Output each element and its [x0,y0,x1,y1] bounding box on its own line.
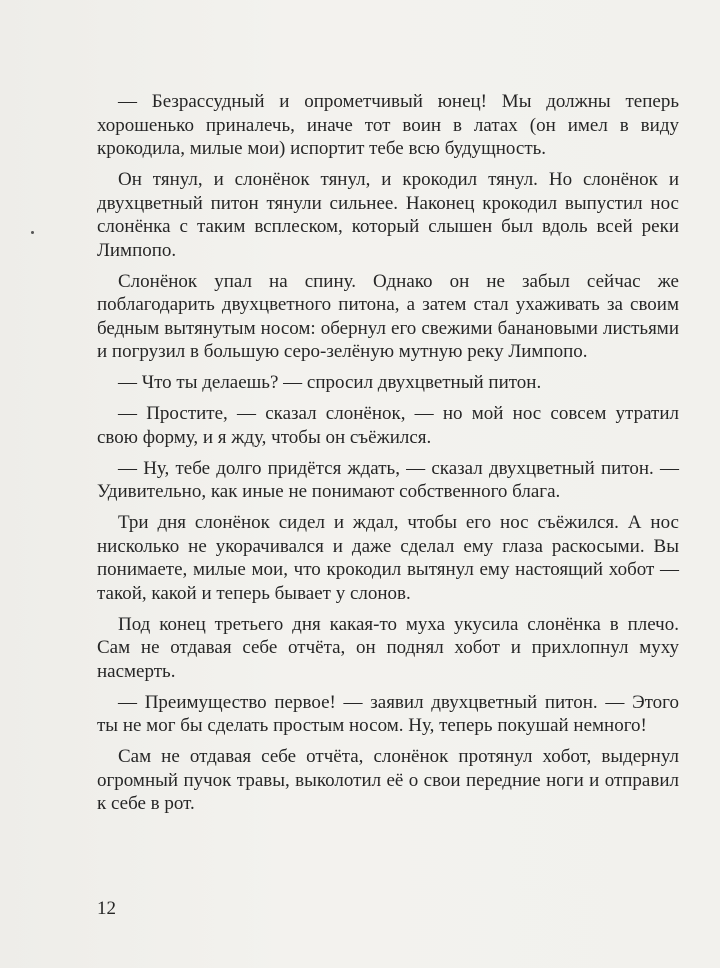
paper-speck [31,231,34,234]
paragraph: Под конец третьего дня какая-то муха укусила слонёнка в плечо. Сам не отдавая себе отчёта, он поднял хобот и прихлопнул муху насмерть. [97,613,679,682]
paragraph: Слонёнок упал на спину. Однако он не забыл сейчас же поблагодарить двухцветного питона, а затем стал ухаживать за своим бедным вытянутым носом: обернул его свежими банановыми листьями и погрузил в большую серо-зелёную мутную реку Лимпопо. [97,270,679,362]
page-number: 12 [97,898,116,919]
body-text [97,90,679,823]
paragraph: — Ну, тебе долго придётся ждать, — сказал двухцветный питон. — Удивительно, как иные не понимают собственного блага. [97,457,679,502]
paragraph: — Что ты делаешь? — спросил двухцветный питон. [118,372,542,393]
paragraph: Он тянул, и слонёнок тянул, и крокодил тянул. Но слонёнок и двухцветный питон тянули сильнее. Наконец крокодил выпустил нос слонёнка с таким всплеском, который слышен был вдоль всей реки Лимпопо. [97,169,679,261]
paragraph: — Простите, — сказал слонёнок, — но мой нос совсем утратил свою форму, и я жду, чтобы он съёжился. [97,403,679,448]
paragraph: Сам не отдавая себе отчёта, слонёнок протянул хобот, выдернул огромный пучок травы, выколотил её о свои передние ноги и отправил к себе в рот. [97,746,679,814]
paragraph: — Преимущество первое! — заявил двухцветный питон. — Этого ты не мог бы сделать простым носом. Ну, теперь покушай немного! [97,691,679,736]
paragraph: Три дня слонёнок сидел и ждал, чтобы его нос съёжился. А нос нисколько не укорачивался и даже сделал ему глаза раскосыми. Вы понимаете, милые мои, что крокодил вытянул ему настоящий хобот — такой, какой и теперь бывает у слонов. [97,512,679,604]
paragraph: — Безрассудный и опрометчивый юнец! Мы должны теперь хорошенько приналечь, иначе тот воин в латах (он имел в виду крокодила, милые мои) испортит тебе всю будущность. [97,91,679,159]
